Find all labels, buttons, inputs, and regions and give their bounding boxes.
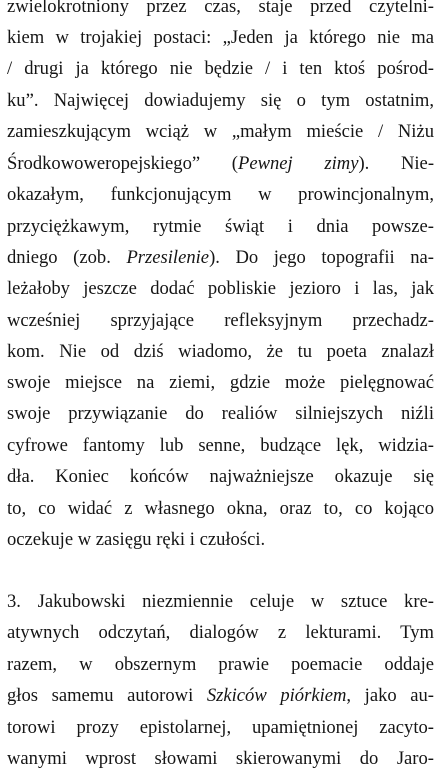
text-line: swoje miejsce na ziemi, gdzie może pielęgnować — [7, 372, 434, 393]
text-line: zamieszkującym wciąż w „małym mieście / Niżu — [7, 121, 434, 142]
text-line: torowi prozy epistolarnej, upamiętnionej zacyto- — [7, 717, 434, 738]
text-line: okazałym, funkcjonującym w prowincjonalnym, — [7, 184, 434, 205]
text-line: wcześniej sprzyjające refleksyjnym przechadz- — [7, 310, 434, 331]
text-line: 3. Jakubowski niezmiennie celuje w sztuce kre- — [7, 591, 434, 612]
text-line: leżałoby jeszcze dodać pobliskie jezioro i las, jak — [7, 278, 434, 299]
text-line: Środkowoweropejskiego” (Pewnej zimy). Nie- — [7, 153, 435, 174]
text-line: oczekuje w zasięgu ręki i czułości. — [7, 529, 266, 550]
work-title: Pewnej zimy — [237, 153, 359, 174]
text-line: głos samemu autorowi Szkiców piórkiem, jako au- — [7, 685, 435, 706]
text-line: cyfrowe fantomy lub senne, budzące lęk, widzia- — [7, 435, 434, 456]
text-line: razem, w obszernym prawie poemacie oddaje — [7, 654, 434, 675]
text-line: kiem w trojakiej postaci: „Jeden ja którego nie ma — [7, 27, 434, 48]
text-line: przyciężkawym, rytmie świąt i dnia powsze- — [7, 216, 434, 237]
text-line: atywnych odczytań, dialogów z lekturami. Tym — [7, 622, 434, 643]
text-line: dła. Koniec końców najważniejsze okazuje się — [7, 466, 434, 487]
text-line: zwielokrotniony przez czas, staje przed czytelni- — [7, 0, 434, 17]
text-line: swoje przywiązanie do realiów silniejszych niźli — [7, 403, 434, 424]
work-title: Przesilenie — [126, 247, 210, 268]
work-title: Szkiców piórkiem — [206, 685, 347, 706]
text-line: to, co widać z własnego okna, oraz to, co kojąco — [7, 498, 434, 519]
text-line: ku”. Najwięcej dowiadujemy się o tym ostatnim, — [7, 90, 434, 111]
text-line: dniego (zob. Przesilenie). Do jego topografii na- — [7, 247, 434, 268]
text-line: kom. Nie od dziś wiadomo, że tu poeta znalazł — [7, 341, 434, 362]
text-line: / drugi ja którego nie będzie / i ten ktoś pośrod- — [7, 58, 434, 79]
text-line: wanymi wprost słowami skierowanymi do Jaro- — [7, 748, 434, 769]
